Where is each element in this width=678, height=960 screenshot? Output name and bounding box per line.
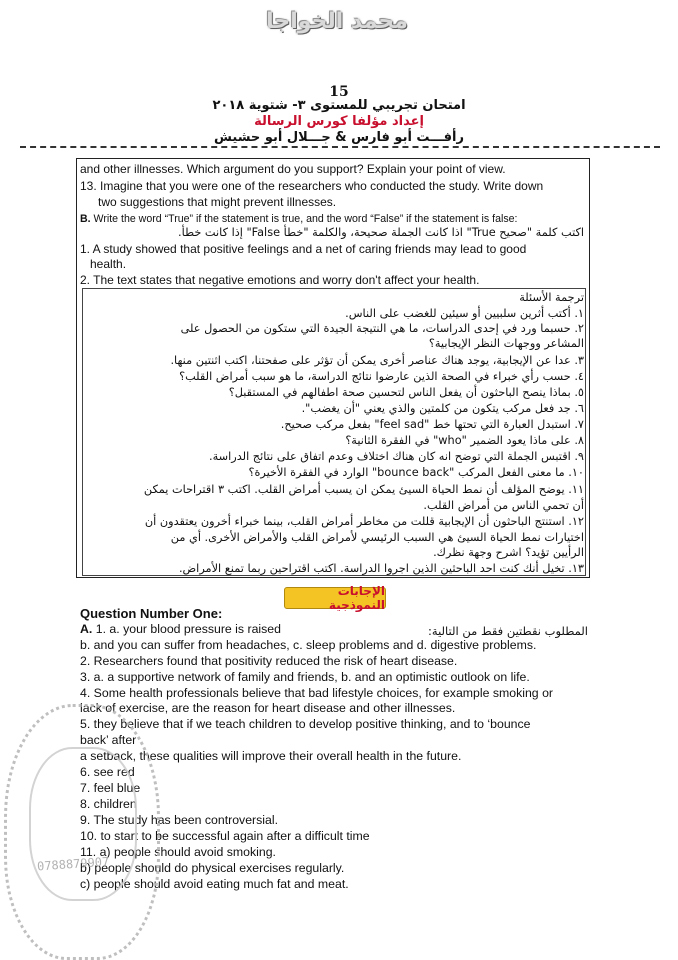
- section-b-text: Write the word “True” if the statement is true, and the word “False” if the statement is false:: [93, 213, 518, 225]
- translation-line: ١. أكتب أثرين سلبيين أو سيئين للغضب على الناس.: [345, 307, 584, 320]
- question-line: 13. Imagine that you were one of the researchers who conducted the study. Write down: [80, 179, 544, 193]
- translation-line: ١٣. تخيل أنك كنت احد الباحثين الذين اجروا الدراسة. اكتب اقتراحين ربما تمنع الأمراض.: [178, 562, 584, 575]
- watermark-banner: محمد الخواجا: [266, 8, 408, 34]
- answer-text: 1. a. your blood pressure is raised: [95, 622, 281, 636]
- translation-line: ٩. اقتبس الجملة التي توضح انه كان هناك اختلاف وعدم اتفاق على نتائج الدراسة.: [208, 450, 584, 463]
- answer-a-label: A.: [80, 622, 93, 636]
- translation-line: ٢. حسبما ورد في إحدى الدراسات، ما هي النتيجة الجيدة التي ستكون من الحصول على: [180, 322, 584, 335]
- answer-line: lack of exercise, are the reason for heart disease and other illnesses.: [80, 701, 456, 715]
- question-line: two suggestions that might prevent illnesses.: [98, 195, 337, 209]
- translation-line: الرأيين تؤيد؟ اشرح وجهة نظرك.: [433, 546, 584, 559]
- answer-line: b) people should do physical exercises regularly.: [80, 861, 345, 875]
- answer-line: 8. children: [80, 797, 137, 811]
- translation-line: ٧. استبدل العبارة التي تحتها خط "feel sad" بفعل مركب صحيح.: [280, 418, 584, 431]
- exam-title: امتحان تجريبي للمستوى ٣- شتوية ٢٠١٨: [212, 98, 466, 113]
- translation-line: ١٠. ما معنى الفعل المركب "bounce back" الوارد في الفقرة الأخيرة؟: [248, 466, 584, 479]
- translation-line: ١٢. استنتج الباحثون أن الإيجابية قللت من مخاطر أمراض القلب، بينما خبراء أخرون يعتقدون أن: [144, 515, 584, 528]
- answer-line: c) people should avoid eating much fat and meat.: [80, 877, 349, 891]
- translation-title: ترجمة الأسئلة: [519, 291, 584, 304]
- answer-line: a setback, these qualities will improve their overall health in the future.: [80, 749, 462, 763]
- question-number-heading: Question Number One:: [80, 606, 223, 621]
- answer-line: back’ after: [80, 733, 137, 747]
- statement-line: 1. A study showed that positive feelings and a net of caring friends may lead to good: [80, 242, 527, 256]
- answer-line: [80, 622, 281, 637]
- translation-line: ٨. على ماذا يعود الضمير "who" في الفقرة الثانية؟: [345, 434, 584, 447]
- translation-line: اختيارات نمط الحياة السيئ هي السبب الرئيسي لأمراض القلب والأمراض الأخرى. أي من: [170, 531, 584, 544]
- answer-line: 6. see red: [80, 765, 135, 779]
- arabic-note: المطلوب نقطتين فقط من التالية:: [428, 624, 588, 638]
- section-b-instruction: [80, 212, 517, 226]
- page-number: 15: [329, 84, 349, 100]
- answer-line: 9. The study has been controversial.: [80, 813, 279, 827]
- dashed-divider: [20, 146, 660, 148]
- translation-line: ٦. جد فعل مركب يتكون من كلمتين والذي يعني "أن يغضب".: [301, 402, 584, 415]
- statement-line: health.: [90, 257, 127, 271]
- answer-line: b. and you can suffer from headaches, c. sleep problems and d. digestive problems.: [80, 638, 537, 652]
- translation-line: المشاعر ووجهات النظر الإيجابية؟: [428, 337, 584, 350]
- translation-line: ٣. عدا عن الإيجابية، يوجد هناك عناصر أخرى يمكن أن تؤثر على صفحتنا، اكتب اثنتين منها.: [170, 354, 584, 367]
- translation-line: أن تحمي الناس من أمراض القلب.: [423, 499, 584, 512]
- stamp-phone: 0788879907: [36, 854, 110, 874]
- answer-line: 10. to start to be successful again after a difficult time: [80, 829, 370, 843]
- answer-line: 2. Researchers found that positivity reduced the risk of heart disease.: [80, 654, 458, 668]
- authors: رأفـــت أبو فارس & جـــلال أبو حشيش: [214, 130, 464, 145]
- translation-line: ١١. يوضح المؤلف أن نمط الحياة السيئ يمكن ان يسبب أمراض القلب. اكتب ٣ اقتراحات يمكن: [143, 483, 584, 496]
- answer-line: 7. feel blue: [80, 781, 141, 795]
- section-b-arabic: اكتب كلمة "صحيح True" اذا كانت الجملة صحيحة، والكلمة "خطأ False" إذا كانت خطأ.: [178, 226, 584, 239]
- answer-line: 3. a. a supportive network of family and friends, b. and an optimistic outlook on life.: [80, 670, 530, 684]
- answer-line: 11. a) people should avoid smoking.: [80, 845, 276, 859]
- answer-line: 5. they believe that if we teach children to develop positive thinking, and to ‘bounce: [80, 717, 531, 731]
- prepared-by: إعداد مؤلفا كورس الرسالة: [254, 114, 424, 129]
- statement-line: 2. The text states that negative emotions and worry don't affect your health.: [80, 273, 480, 287]
- model-answers-badge: الإجابات النموذجية: [284, 587, 386, 609]
- question-line: and other illnesses. Which argument do you support? Explain your point of view.: [80, 162, 506, 176]
- section-b-label: B.: [80, 213, 91, 225]
- translation-line: ٤. حسب رأي خبراء في الصحة الذين عارضوا نتائج الدراسة، ما هو سبب أمراض القلب؟: [179, 370, 584, 383]
- translation-line: ٥. بماذا ينصح الباحثون أن يفعل الناس لتحسين صحة اطفالهم في المستقبل؟: [228, 386, 584, 399]
- answer-line: 4. Some health professionals believe that bad lifestyle choices, for example smoking or: [80, 686, 553, 700]
